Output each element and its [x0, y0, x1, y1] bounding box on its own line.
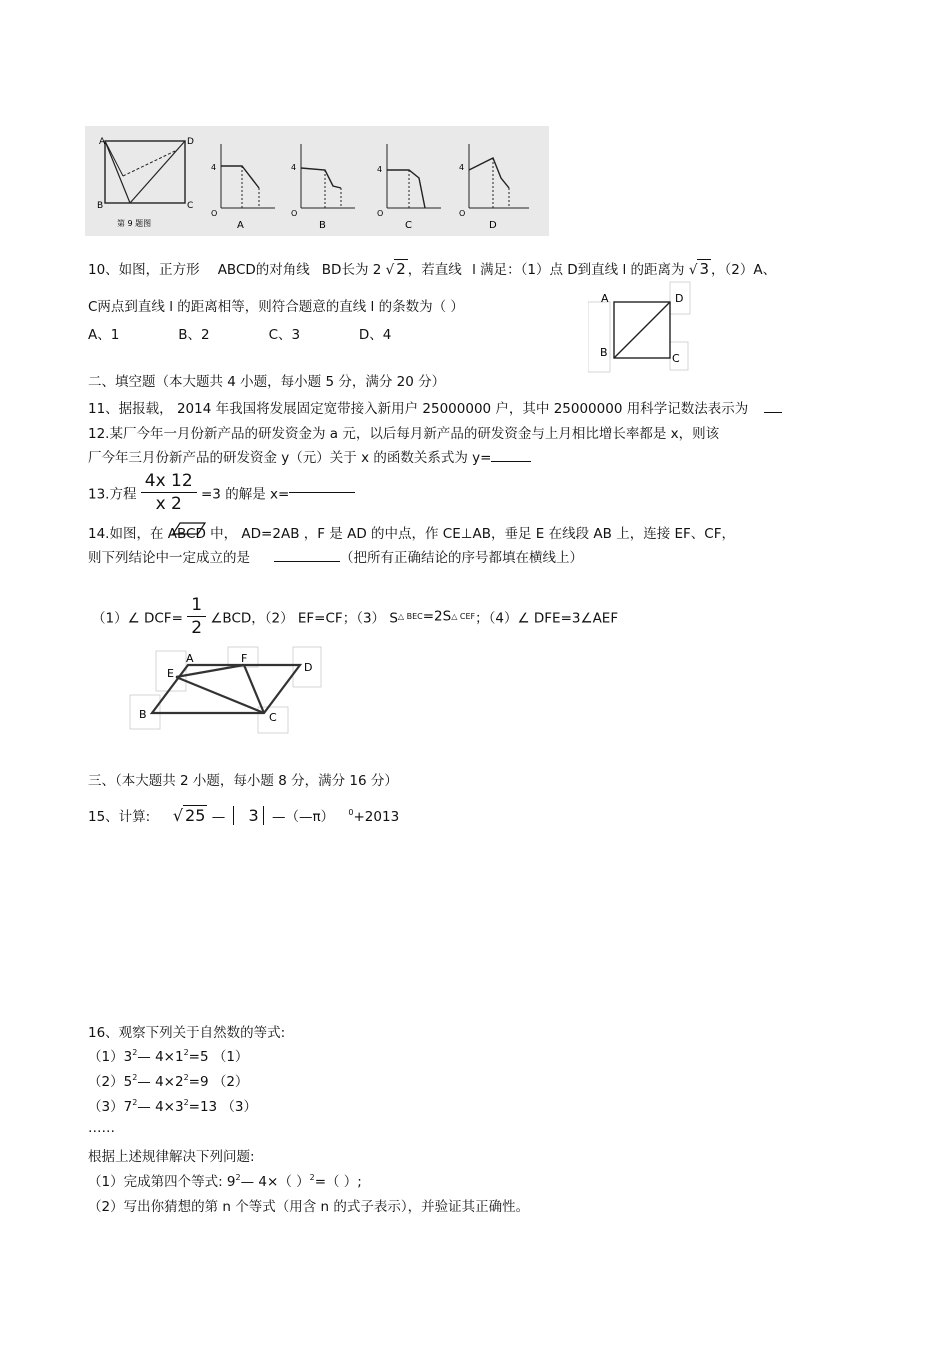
q10-label-b: B: [600, 346, 608, 359]
q14-label-e: E: [167, 667, 174, 680]
q15: 15、计算: √ 25 — 3 —（—π） $^0$+2013: [88, 806, 400, 825]
q10-label-d: D: [675, 292, 684, 305]
option-d: D、4: [358, 327, 392, 343]
q14-fraction: $\frac{1}{2}$: [187, 594, 206, 639]
svg-text:D: D: [489, 220, 497, 231]
q14-label-f: F: [241, 652, 248, 665]
q16-prompt: 根据上述规律解决下列问题:: [88, 1149, 255, 1165]
q14-label-a: A: [186, 652, 194, 665]
fig9-label-b: B: [97, 201, 104, 211]
abs-value: 3: [233, 806, 263, 825]
svg-text:4: 4: [211, 163, 217, 172]
svg-text:4: 4: [291, 163, 297, 172]
q16-part2: （2）写出你猜想的第 n 个等式（用含 n 的式子表示），并验证其正确性。: [88, 1199, 530, 1215]
fig9-caption: 第 9 题图: [117, 219, 152, 228]
figure-q10: [588, 280, 693, 375]
q14-line2: 则下列结论中一定成立的是 （把所有正确结论的序号都填在横线上）: [88, 550, 583, 566]
option-b: B、2: [178, 327, 210, 343]
option-c: C、3: [268, 327, 301, 343]
svg-text:O: O: [459, 209, 466, 218]
sqrt-2: √ 2: [385, 260, 406, 278]
q14-label-b: B: [139, 708, 147, 721]
fig9-label-c: C: [187, 201, 194, 211]
q16-eq1: $(1)3^2—$ $4\times 1^2=5$ （1）: [88, 1048, 249, 1065]
q14-options: （1）∠ DCF= $\frac{1}{2}$ ∠BCD，（2） EF=CF；（3） S△ BEC=2S△ CEF；（4）∠ DFE=3∠AEF: [92, 595, 619, 638]
q10-options: [88, 323, 391, 343]
figure-q14: [128, 645, 328, 735]
fig9-label-a: A: [99, 137, 106, 147]
svg-text:O: O: [291, 209, 298, 218]
q14-blank: [274, 561, 340, 562]
svg-text:C: C: [405, 220, 412, 231]
q16-title: 16、观察下列关于自然数的等式:: [88, 1025, 286, 1041]
sqrt-3: √ 3: [688, 260, 709, 278]
sqrt-25: √ 25: [172, 806, 206, 825]
q16-dots: ……: [88, 1120, 115, 1136]
q16-eq3: $(3)7^2—$ $4\times 3^2=13$ （3）: [88, 1098, 258, 1115]
q11-blank: [764, 412, 782, 413]
figure-q9: [85, 126, 549, 236]
q14-label-c: C: [269, 711, 277, 724]
section2-title: 二、填空题（本大题共 4 小题，每小题 5 分，满分 20 分）: [88, 374, 446, 390]
section3-title: 三、（本大题共 2 小题，每小题 8 分，满分 16 分）: [88, 773, 398, 789]
q10-line2: C两点到直线 l 的距离相等，则符合题意的直线 l 的条数为（ ）: [88, 299, 464, 315]
q14-line1: 14.如图，在 ABCD 中， AD=2AB ，F 是 AD 的中点，作 CE⊥AB，垂足 E 在线段 AB 上，连接 EF、CF，: [88, 526, 735, 542]
q13: 13.方程 $\frac{4x 12}{x 2}$ =3 的解是 x=: [88, 470, 355, 515]
q10-label-a: A: [601, 292, 609, 305]
q12-blank: [491, 461, 531, 462]
q13-blank: [289, 492, 355, 493]
q12-line2: 厂今年三月份新产品的研发资金 y（元）关于 x 的函数关系式为 y=: [88, 446, 531, 466]
q16-eq2: $(2)5^2—$ $4\times 2^2=9$ （2）: [88, 1073, 249, 1090]
svg-text:B: B: [319, 220, 326, 231]
q10-label-c: C: [672, 352, 680, 365]
q13-fraction: $\frac{4x 12}{x 2}$: [141, 470, 197, 515]
option-a: A、1: [88, 327, 120, 343]
q12-line1: 12.某厂今年一月份新产品的研发资金为 a 元，以后每月新产品的研发资金与上月相比增长率都是 x，则该: [88, 426, 720, 442]
svg-text:O: O: [377, 209, 384, 218]
fig9-label-d: D: [187, 137, 194, 147]
q10-line1: 10、如图，正方形 ABCD的对角线 BD长为 2 √ 2 ，若直线 l 满足：（1）点 D到直线 l 的距离为 √ 3 ，（2）A、: [88, 260, 777, 278]
q11: 11、据报载， 2014 年我国将发展固定宽带接入新用户 25000000 户，其中 25000000 用科学记数法表示为: [88, 397, 782, 417]
svg-text:O: O: [211, 209, 218, 218]
q14-label-d: D: [304, 661, 313, 674]
parallelogram-icon: [172, 522, 206, 540]
q16-part1: （1）完成第四个等式: $9^2—$ 4×（ ）$^2$=（ ）;: [88, 1173, 362, 1190]
svg-text:4: 4: [377, 165, 383, 174]
svg-text:A: A: [237, 220, 244, 231]
svg-text:4: 4: [459, 163, 465, 172]
